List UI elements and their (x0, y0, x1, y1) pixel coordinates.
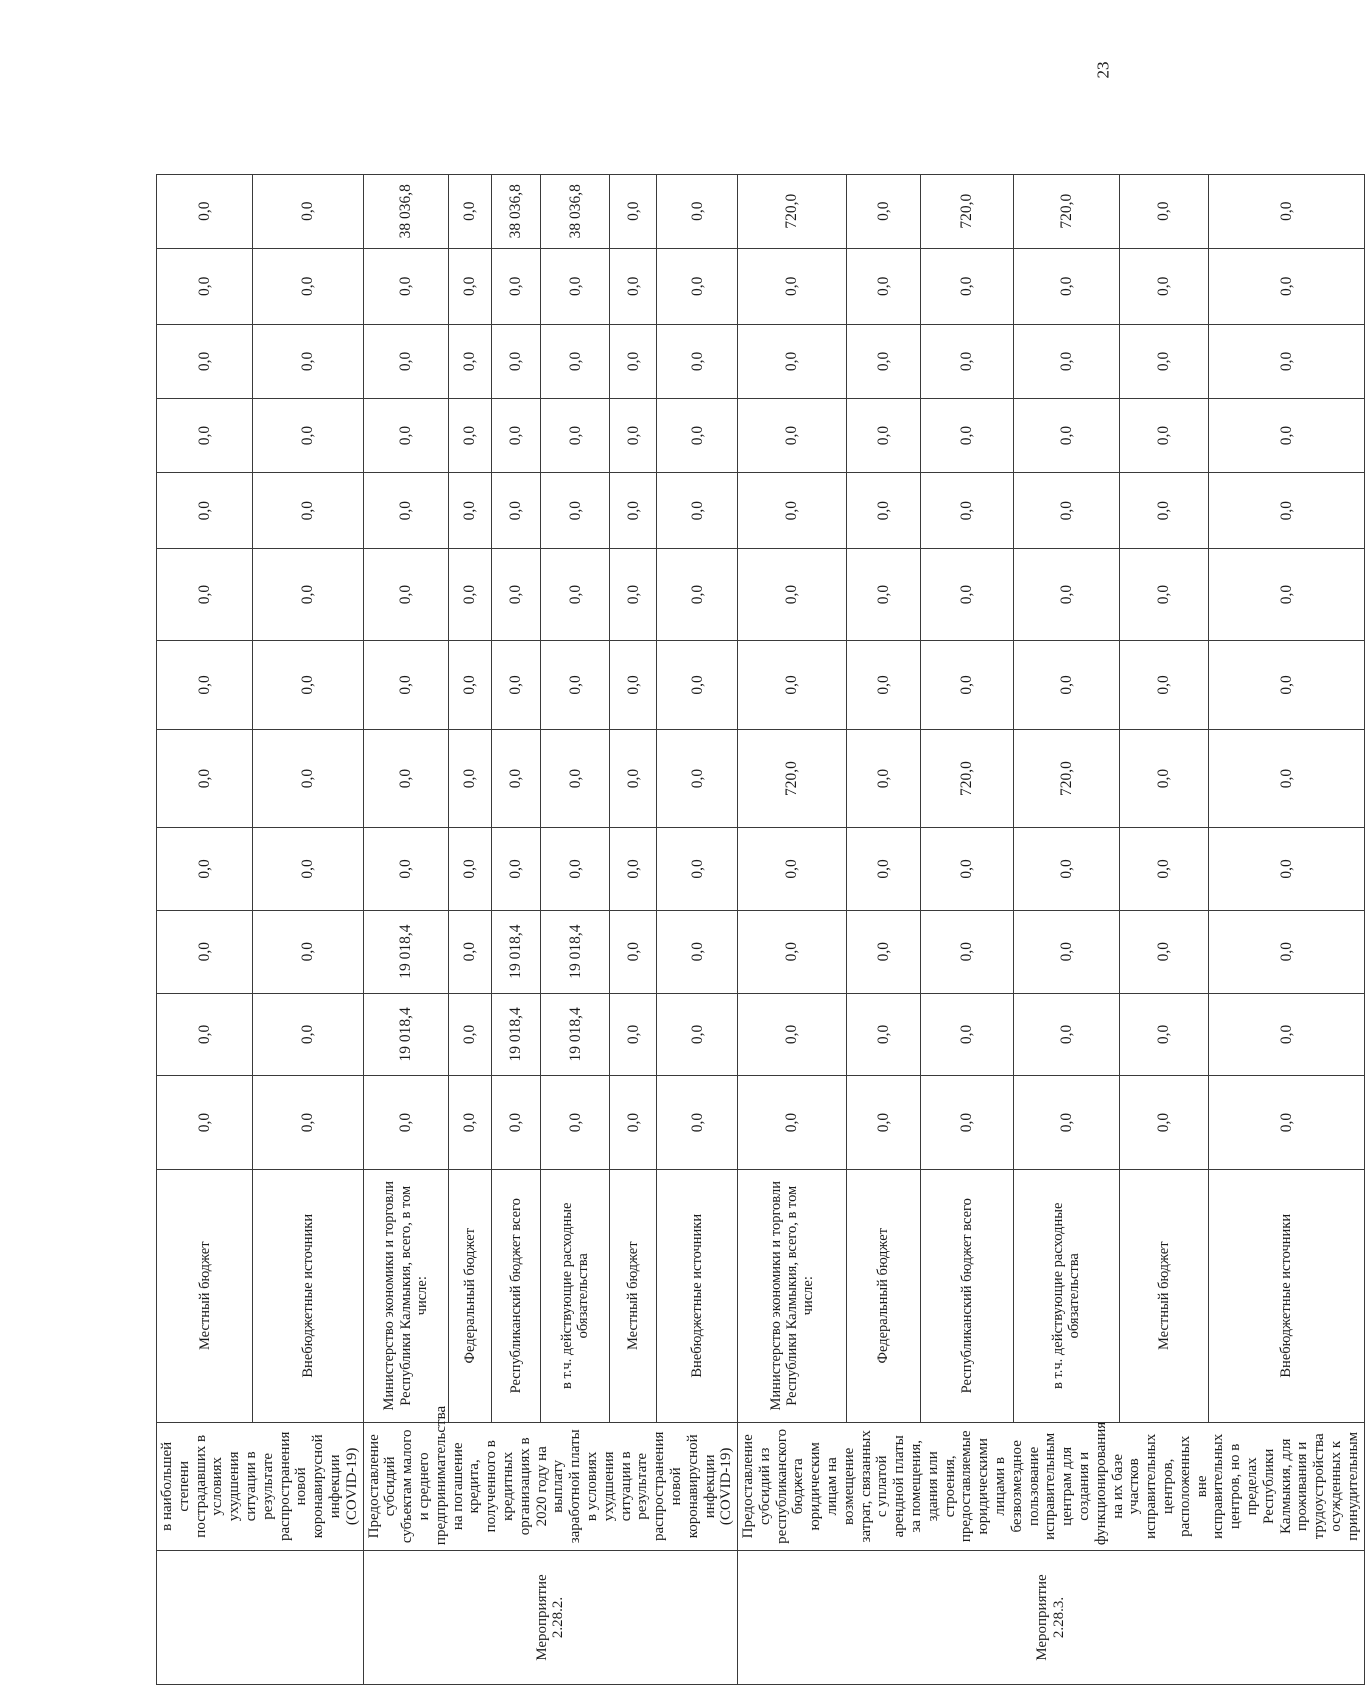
value-cell: 0,0 (610, 473, 657, 549)
value-cell: 0,0 (921, 473, 1014, 549)
value-cell: 0,0 (157, 248, 253, 324)
value-cell: 0,0 (657, 730, 738, 828)
table-row (738, 21, 847, 1685)
value-cell: 0,0 (610, 730, 657, 828)
value-cell: 38 036,8 (363, 174, 448, 248)
value-cell: 0,0 (448, 993, 491, 1076)
value-cell: 0,0 (1014, 828, 1119, 911)
value-cell: 0,0 (657, 640, 738, 729)
value-cell: 0,0 (1014, 248, 1119, 324)
value-cell: 0,0 (253, 828, 363, 911)
value-cell: 0,0 (846, 473, 920, 549)
value-cell: 0,0 (1209, 640, 1364, 729)
value-cell: 0,0 (491, 1076, 541, 1170)
value-cell: 0,0 (1119, 828, 1209, 911)
funding-source: Федеральный бюджет (846, 1169, 920, 1422)
value-cell: 0,0 (541, 730, 610, 828)
value-cell: 0,0 (610, 640, 657, 729)
value-cell: 19 018,4 (491, 993, 541, 1076)
value-cell: 0,0 (657, 324, 738, 398)
value-cell: 0,0 (846, 730, 920, 828)
value-cell: 0,0 (610, 1076, 657, 1170)
value-cell: 0,0 (846, 324, 920, 398)
value-cell: 0,0 (738, 473, 847, 549)
value-cell: 0,0 (846, 993, 920, 1076)
value-cell: 0,0 (541, 324, 610, 398)
funding-source: Федеральный бюджет (448, 1169, 491, 1422)
value-cell: 0,0 (921, 640, 1014, 729)
value-cell: 0,0 (541, 828, 610, 911)
value-cell: 0,0 (491, 473, 541, 549)
funding-source: Министерство экономики и торговли Республики Калмыкия, всего, в том числе: (363, 1169, 448, 1422)
value-cell: 0,0 (1014, 549, 1119, 640)
value-cell: 0,0 (1014, 1076, 1119, 1170)
value-cell: 19 018,4 (541, 910, 610, 993)
value-cell: 0,0 (541, 473, 610, 549)
value-cell: 0,0 (1119, 730, 1209, 828)
value-cell: 0,0 (448, 473, 491, 549)
table-row (363, 21, 448, 1685)
value-cell: 0,0 (157, 399, 253, 473)
value-cell: 0,0 (1209, 730, 1364, 828)
value-cell: 720,0 (1014, 174, 1119, 248)
value-cell: 0,0 (738, 399, 847, 473)
value-cell: 0,0 (157, 993, 253, 1076)
value-cell: 0,0 (448, 549, 491, 640)
value-cell: 0,0 (657, 1076, 738, 1170)
value-cell: 0,0 (1209, 473, 1364, 549)
funding-source: в т.ч. действующие расходные обязательства (1014, 1169, 1119, 1422)
funding-source: в т.ч. действующие расходные обязательства (541, 1169, 610, 1422)
value-cell: 0,0 (610, 828, 657, 911)
value-cell: 0,0 (610, 993, 657, 1076)
value-cell: 0,0 (738, 828, 847, 911)
value-cell: 0,0 (541, 1076, 610, 1170)
value-cell: 0,0 (363, 730, 448, 828)
event-cell-empty (157, 1551, 364, 1685)
value-cell: 0,0 (1119, 1076, 1209, 1170)
value-cell: 720,0 (921, 730, 1014, 828)
value-cell: 38 036,8 (541, 174, 610, 248)
value-cell: 0,0 (1014, 324, 1119, 398)
event-cell-2-28-2: Мероприятие 2.28.2. (363, 1551, 738, 1685)
value-cell: 0,0 (657, 910, 738, 993)
value-cell: 0,0 (610, 399, 657, 473)
value-cell: 0,0 (157, 910, 253, 993)
value-cell: 0,0 (921, 399, 1014, 473)
value-cell: 0,0 (253, 910, 363, 993)
value-cell: 0,0 (253, 549, 363, 640)
funding-source: Внебюджетные источники (657, 1169, 738, 1422)
value-cell: 0,0 (846, 828, 920, 911)
value-cell: 19 018,4 (363, 910, 448, 993)
value-cell: 0,0 (363, 324, 448, 398)
value-cell: 0,0 (657, 549, 738, 640)
value-cell: 0,0 (157, 828, 253, 911)
value-cell: 0,0 (491, 549, 541, 640)
value-cell: 0,0 (363, 640, 448, 729)
value-cell: 0,0 (921, 324, 1014, 398)
value-cell: 0,0 (157, 730, 253, 828)
value-cell: 0,0 (253, 174, 363, 248)
value-cell: 720,0 (738, 174, 847, 248)
value-cell: 0,0 (448, 399, 491, 473)
value-cell: 0,0 (1209, 993, 1364, 1076)
value-cell: 0,0 (1119, 473, 1209, 549)
value-cell: 0,0 (1209, 549, 1364, 640)
value-cell: 0,0 (846, 399, 920, 473)
value-cell: 0,0 (846, 174, 920, 248)
value-cell: 19 018,4 (491, 910, 541, 993)
value-cell: 0,0 (157, 174, 253, 248)
event-description: Предоставление субсидий из республиканского бюджета юридическим лицам на возмещение затрат, связанных с уплатой арендной платы за помещения, здания или строения, предоставляемые юридическими лицами в безвозмездное пользование исправительным центрам для создания и функционирования на их базе участков исправительных центров, расположенных вне исправительных центров, но в пределах Республики Калмыкия, для проживания и трудоустройства осужденных к принудительным (738, 1422, 1364, 1551)
value-cell: 0,0 (363, 549, 448, 640)
value-cell: 0,0 (541, 248, 610, 324)
value-cell: 0,0 (1209, 399, 1364, 473)
funding-source: Местный бюджет (157, 1169, 253, 1422)
value-cell: 0,0 (846, 248, 920, 324)
value-cell: 0,0 (610, 174, 657, 248)
value-cell: 0,0 (1209, 174, 1364, 248)
value-cell: 0,0 (657, 473, 738, 549)
value-cell: 0,0 (1119, 399, 1209, 473)
value-cell: 0,0 (738, 324, 847, 398)
funding-source: Внебюджетные источники (253, 1169, 363, 1422)
value-cell: 0,0 (253, 399, 363, 473)
value-cell: 0,0 (1014, 473, 1119, 549)
table-row (157, 21, 253, 1685)
value-cell: 0,0 (657, 828, 738, 911)
value-cell: 0,0 (253, 640, 363, 729)
value-cell: 0,0 (491, 248, 541, 324)
value-cell: 720,0 (921, 174, 1014, 248)
funding-source: Министерство экономики и торговли Республики Калмыкия, всего, в том числе: (738, 1169, 847, 1422)
value-cell: 0,0 (541, 399, 610, 473)
value-cell: 0,0 (921, 1076, 1014, 1170)
value-cell: 0,0 (1119, 324, 1209, 398)
value-cell: 0,0 (1119, 993, 1209, 1076)
value-cell: 0,0 (157, 549, 253, 640)
value-cell: 0,0 (1119, 248, 1209, 324)
value-cell: 0,0 (738, 993, 847, 1076)
value-cell: 0,0 (448, 324, 491, 398)
value-cell: 0,0 (610, 248, 657, 324)
value-cell: 0,0 (157, 1076, 253, 1170)
value-cell: 0,0 (921, 828, 1014, 911)
value-cell: 0,0 (363, 828, 448, 911)
value-cell: 19 018,4 (541, 993, 610, 1076)
value-cell: 0,0 (738, 1076, 847, 1170)
value-cell: 0,0 (1209, 248, 1364, 324)
value-cell: 0,0 (491, 399, 541, 473)
value-cell: 38 036,8 (491, 174, 541, 248)
value-cell: 0,0 (846, 1076, 920, 1170)
value-cell: 0,0 (1209, 324, 1364, 398)
value-cell: 720,0 (738, 730, 847, 828)
value-cell: 0,0 (1014, 910, 1119, 993)
value-cell: 0,0 (491, 828, 541, 911)
value-cell: 0,0 (253, 324, 363, 398)
value-cell: 0,0 (448, 174, 491, 248)
value-cell: 0,0 (157, 324, 253, 398)
value-cell: 0,0 (541, 640, 610, 729)
value-cell: 0,0 (657, 248, 738, 324)
value-cell: 0,0 (491, 324, 541, 398)
value-cell: 0,0 (1209, 1076, 1364, 1170)
value-cell: 0,0 (1119, 640, 1209, 729)
value-cell: 0,0 (657, 399, 738, 473)
event-cell-2-28-3: Мероприятие 2.28.3. (738, 1551, 1364, 1685)
value-cell: 0,0 (1119, 910, 1209, 993)
value-cell: 0,0 (448, 730, 491, 828)
value-cell: 0,0 (448, 1076, 491, 1170)
value-cell: 0,0 (846, 910, 920, 993)
value-cell: 0,0 (448, 248, 491, 324)
value-cell: 0,0 (610, 549, 657, 640)
value-cell: 0,0 (448, 910, 491, 993)
value-cell: 0,0 (253, 730, 363, 828)
budget-table (156, 20, 1365, 1685)
value-cell: 0,0 (738, 248, 847, 324)
value-cell: 0,0 (1014, 399, 1119, 473)
funding-source: Внебюджетные источники (1209, 1169, 1364, 1422)
value-cell: 0,0 (1209, 910, 1364, 993)
value-cell: 0,0 (448, 828, 491, 911)
funding-source: Республиканский бюджет всего (921, 1169, 1014, 1422)
event-description: в наибольшей степени пострадавших в условиях ухудшения ситуации в результате распространения новой коронавирусной инфекции (COVID-19) (157, 1422, 364, 1551)
value-cell: 0,0 (1014, 993, 1119, 1076)
value-cell: 0,0 (253, 473, 363, 549)
value-cell: 0,0 (448, 640, 491, 729)
funding-source: Местный бюджет (610, 1169, 657, 1422)
page-number: 23 (1093, 61, 1113, 79)
value-cell: 0,0 (157, 640, 253, 729)
value-cell: 0,0 (363, 473, 448, 549)
value-cell: 0,0 (1209, 828, 1364, 911)
value-cell: 0,0 (363, 399, 448, 473)
value-cell: 0,0 (253, 1076, 363, 1170)
value-cell: 19 018,4 (363, 993, 448, 1076)
value-cell: 0,0 (846, 640, 920, 729)
value-cell: 0,0 (1014, 640, 1119, 729)
value-cell: 0,0 (363, 1076, 448, 1170)
event-description: Предоставление субсидий субъектам малого и среднего предпринимательства на погашение кредита, полученного в кредитных организациях в 2020 году на выплату заработной платы в условиях ухудшения ситуации в результате распространения новой коронавирусной инфекции (COVID-19) (363, 1422, 738, 1551)
value-cell: 0,0 (921, 993, 1014, 1076)
value-cell: 0,0 (610, 910, 657, 993)
value-cell: 0,0 (657, 174, 738, 248)
value-cell: 0,0 (738, 549, 847, 640)
value-cell: 720,0 (1014, 730, 1119, 828)
value-cell: 0,0 (921, 248, 1014, 324)
funding-source: Местный бюджет (1119, 1169, 1209, 1422)
value-cell: 0,0 (157, 473, 253, 549)
value-cell: 0,0 (738, 640, 847, 729)
value-cell: 0,0 (921, 910, 1014, 993)
value-cell: 0,0 (657, 993, 738, 1076)
value-cell: 0,0 (253, 248, 363, 324)
value-cell: 0,0 (491, 640, 541, 729)
value-cell: 0,0 (610, 324, 657, 398)
value-cell: 0,0 (1119, 549, 1209, 640)
value-cell: 0,0 (541, 549, 610, 640)
value-cell: 0,0 (491, 730, 541, 828)
value-cell: 0,0 (921, 549, 1014, 640)
value-cell: 0,0 (253, 993, 363, 1076)
value-cell: 0,0 (846, 549, 920, 640)
value-cell: 0,0 (738, 910, 847, 993)
value-cell: 0,0 (1119, 174, 1209, 248)
value-cell: 0,0 (363, 248, 448, 324)
funding-source: Республиканский бюджет всего (491, 1169, 541, 1422)
